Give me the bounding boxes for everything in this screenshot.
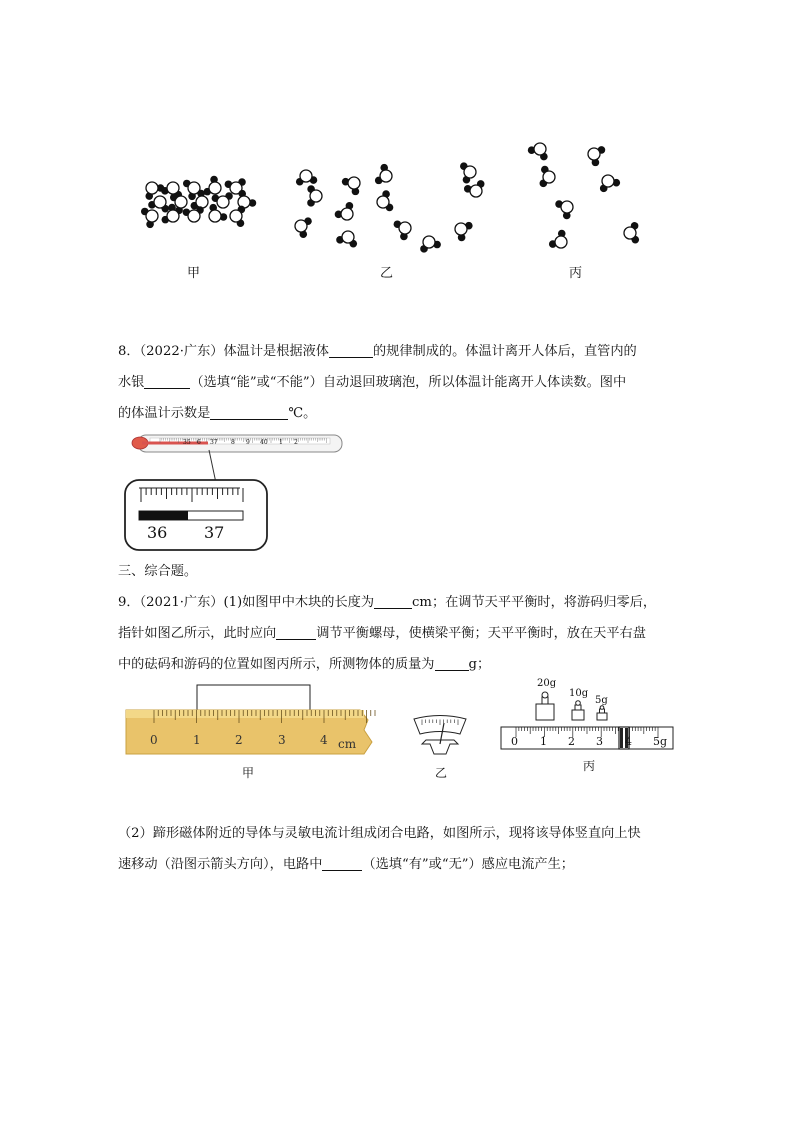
molecule: [528, 143, 548, 160]
molecule: [375, 164, 392, 184]
molecule: [460, 162, 476, 183]
molecule-figure: [0, 0, 794, 290]
answer-blank[interactable]: [329, 343, 373, 358]
fig-label-jia: 甲: [242, 766, 255, 780]
q8-line-2: 水银 （选填“能”或“不能”）自动退回玻璃泡，所以体温计能离开人体读数。图中: [118, 375, 627, 390]
molecule: [296, 170, 317, 186]
answer-blank[interactable]: [374, 594, 412, 609]
molecule: [540, 166, 555, 187]
q9-line-3: 中的砝码和游码的位置如图丙所示，所测物体的质量为 g；: [118, 657, 491, 672]
q9-part2-line-1: （2）蹄形磁体附近的导体与灵敏电流计组成闭合电路，如图所示，现将该导体竖直向上快: [118, 826, 641, 841]
molecule: [230, 206, 245, 227]
q9-part2-line-2: 速移动（沿图示箭头方向），电路中 （选填“有”或“无”）感应电流产生；: [118, 857, 574, 872]
molecule: [238, 190, 256, 208]
figure-label-bing: 丙: [569, 266, 583, 281]
molecule: [420, 236, 441, 253]
molecule: [295, 217, 312, 238]
weight-label-5g: 5g: [595, 695, 608, 706]
answer-blank[interactable]: [210, 405, 288, 420]
fig-label-yi: 乙: [435, 766, 448, 780]
answer-blank[interactable]: [435, 656, 469, 671]
molecule: [336, 231, 357, 247]
section-title: 三、综合题。: [118, 564, 198, 579]
figure-label-yi: 乙: [380, 266, 394, 281]
q9-line-1: 9．（2021·广东）(1)如图甲中木块的长度为 cm；在调节天平平衡时，将游码归零后，: [118, 595, 657, 610]
molecule: [394, 220, 411, 240]
answer-blank[interactable]: [144, 374, 190, 389]
zoom-label-37: 37: [204, 523, 225, 542]
molecule: [588, 146, 605, 166]
molecule: [141, 208, 158, 228]
figure-label-jia: 甲: [187, 266, 201, 281]
molecule: [342, 177, 360, 195]
balance-pointer: [412, 714, 472, 764]
weight-label-20g: 20g: [537, 678, 557, 689]
molecule: [377, 190, 393, 211]
weight-label-10g: 10g: [569, 688, 589, 699]
molecule: [555, 200, 573, 219]
fig-label-bing: 丙: [583, 759, 596, 773]
molecule: [307, 185, 322, 206]
molecule: [455, 222, 473, 241]
q8-line-1: 8．（2022·广东）体温计是根据液体 的规律制成的。体温计离开人体后，直管内的: [118, 344, 637, 359]
molecule: [549, 230, 567, 248]
answer-blank[interactable]: [276, 625, 316, 640]
q9-line-2: 指针如图乙所示，此时应向 调节平衡螺母，使横梁平衡；天平平衡时，放在天平右盘: [118, 626, 646, 641]
q8-line-3: 的体温计示数是 ℃。: [118, 406, 317, 421]
answer-blank[interactable]: [322, 856, 362, 871]
molecule: [183, 180, 200, 200]
molecule: [624, 222, 639, 243]
zoom-label-36: 36: [147, 523, 168, 542]
molecule: [204, 176, 221, 196]
molecule: [335, 202, 354, 220]
molecule: [600, 175, 620, 192]
